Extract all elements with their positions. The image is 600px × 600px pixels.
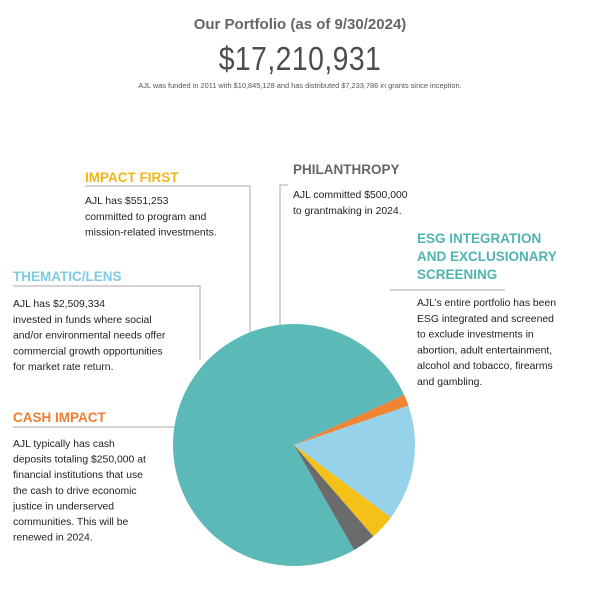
page-subtitle: AJL was funded in 2011 with $10,845,128 and has distributed $7,233,786 in grants since inception. bbox=[138, 81, 462, 90]
impact-first-body-line: mission-related investments. bbox=[85, 227, 217, 239]
philanthropy-leader-line bbox=[280, 185, 288, 330]
esg-body-line: abortion, adult entertainment, bbox=[417, 345, 553, 357]
thematic-body-line: AJL has $2,509,334 bbox=[13, 299, 106, 310]
thematic-body-line: for market rate return. bbox=[13, 362, 114, 374]
thematic-body-line: commercial growth opportunities bbox=[13, 346, 163, 358]
esg-body-line: to exclude investments in bbox=[417, 329, 534, 341]
cash-body-line: the cash to drive economic bbox=[13, 485, 137, 497]
cash-body-line: financial institutions that use bbox=[13, 470, 143, 482]
thematic-body-line: invested in funds where social bbox=[13, 314, 152, 326]
impact-first-title: IMPACT FIRST bbox=[85, 170, 179, 185]
esg-title: SCREENING bbox=[417, 267, 498, 282]
page-title: Our Portfolio (as of 9/30/2024) bbox=[193, 16, 407, 33]
cash-body-line: AJL typically has cash bbox=[13, 439, 115, 450]
pie-slices bbox=[173, 324, 415, 566]
philanthropy-body-line: to grantmaking in 2024. bbox=[293, 205, 402, 217]
cash-body-line: justice in underserved bbox=[13, 501, 115, 513]
impact-first-leader-line bbox=[85, 186, 250, 335]
esg-body-line: AJL’s entire portfolio has been bbox=[417, 298, 557, 309]
philanthropy-body-line: AJL committed $500,000 bbox=[293, 190, 408, 201]
esg-title: AND EXCLUSIONARY bbox=[417, 249, 557, 264]
impact-first-body-line: AJL has $551,253 bbox=[85, 196, 169, 207]
philanthropy-title: PHILANTHROPY bbox=[293, 162, 400, 177]
esg-body-line: and gambling. bbox=[417, 377, 483, 388]
cash-title: CASH IMPACT bbox=[13, 410, 106, 425]
cash-body-line: deposits totaling $250,000 at bbox=[13, 454, 146, 466]
esg-body-line: ESG integrated and screened bbox=[417, 313, 554, 325]
impact-first-body-line: committed to program and bbox=[85, 211, 207, 223]
portfolio-total: $17,210,931 bbox=[218, 40, 382, 77]
esg-title: ESG INTEGRATION bbox=[417, 231, 542, 246]
esg-body-line: alcohol and tobacco, firearms bbox=[417, 361, 553, 373]
thematic-title: THEMATIC/LENS bbox=[13, 269, 122, 284]
thematic-body-line: and/or environmental needs offer bbox=[13, 330, 166, 342]
cash-body-line: communities. This will be bbox=[13, 517, 129, 528]
cash-body-line: renewed in 2024. bbox=[13, 532, 93, 544]
